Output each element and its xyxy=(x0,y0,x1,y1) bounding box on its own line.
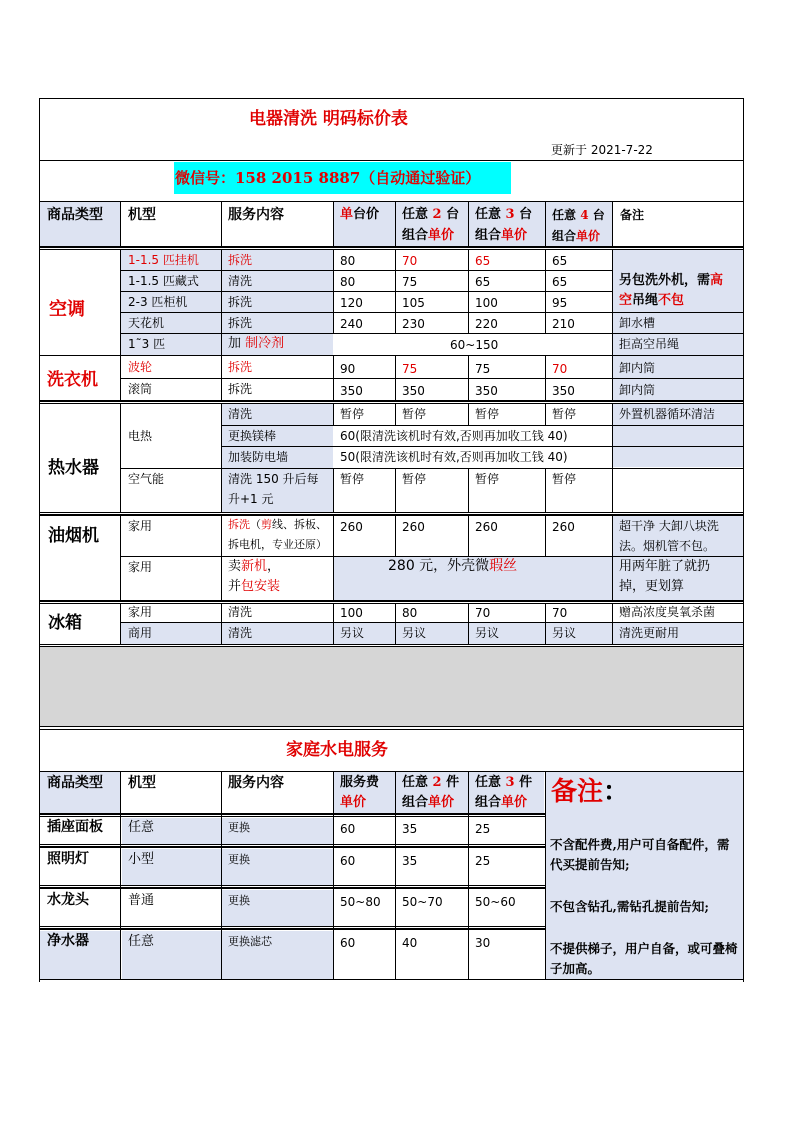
home-row2-p1: 60 xyxy=(340,854,356,868)
ac-row5-model: 1˜3 匹 xyxy=(128,337,166,351)
ac-row2-model: 1-1.5 匹藏式 xyxy=(128,274,199,288)
heater-row1-p2: 暂停 xyxy=(402,407,427,421)
ac-row1-service: 拆洗 xyxy=(228,253,253,267)
ac-row3-service: 拆洗 xyxy=(228,295,253,309)
washer-row1-p1: 90 xyxy=(340,362,356,376)
fridge-row2-service: 清洗 xyxy=(228,626,253,640)
home-header-type: 商品类型 xyxy=(47,775,103,791)
home-header-any3-combo: 组合单价 xyxy=(475,795,528,810)
heater-row2-service: 更换镁棒 xyxy=(228,429,277,443)
heater-model-elec: 电热 xyxy=(128,429,153,443)
home-header-any2: 任意 2 件 xyxy=(402,775,460,790)
fridge-row2-p4: 另议 xyxy=(552,626,577,640)
ac-row3-p2: 105 xyxy=(402,296,425,310)
fridge-row1-p4: 70 xyxy=(552,606,568,620)
ac-row2-p2: 75 xyxy=(402,275,418,289)
ac-row1-p4: 65 xyxy=(552,254,568,268)
ac-row3-p3: 100 xyxy=(475,296,498,310)
washer-row2-model: 滚筒 xyxy=(128,382,153,396)
ac-row4-p3: 220 xyxy=(475,317,498,331)
header-single-price: 单台价 xyxy=(340,207,380,222)
ac-row5-service: 加 制冷剂 xyxy=(228,336,285,351)
home-header-model: 机型 xyxy=(128,775,156,791)
washer-row1-p4: 70 xyxy=(552,362,568,376)
hood-row1-service-line1: 拆洗（剪线、拆板、 xyxy=(228,518,327,531)
hood-row2-model: 家用 xyxy=(128,560,153,574)
home-row3-model: 普通 xyxy=(128,893,155,908)
fridge-row1-note: 赠高浓度臭氧杀菌 xyxy=(619,605,716,619)
heater-row4-p1: 暂停 xyxy=(340,472,365,486)
updated-date: 更新于 2021-7-22 xyxy=(551,143,653,157)
heater-row1-p1: 暂停 xyxy=(340,407,365,421)
home-title: 家庭水电服务 xyxy=(286,740,388,760)
home-header-any3: 任意 3 件 xyxy=(475,775,533,790)
ac-row2-p1: 80 xyxy=(340,275,356,289)
ac-row4-p2: 230 xyxy=(402,317,425,331)
hood-row2-note-line2: 掉，更划算 xyxy=(619,579,685,594)
header-any3: 任意 3 台 xyxy=(475,207,533,222)
ac-row3-p4: 95 xyxy=(552,296,568,310)
washer-row2-p2: 350 xyxy=(402,384,425,398)
header-model: 机型 xyxy=(128,207,156,223)
heater-row4-service-line2: 升+1 元 xyxy=(228,492,274,506)
home-row4-model: 任意 xyxy=(128,934,155,949)
hood-row1-model: 家用 xyxy=(128,519,153,533)
washer-row2-p3: 350 xyxy=(475,384,498,398)
home-row3-service: 更换 xyxy=(228,894,250,907)
page-title: 电器清洗 明码标价表 xyxy=(249,109,408,129)
ac-row2-p4: 65 xyxy=(552,275,568,289)
fridge-row2-p2: 另议 xyxy=(402,626,427,640)
ac-row4-note: 卸水槽 xyxy=(619,316,656,330)
header-type: 商品类型 xyxy=(47,207,103,223)
home-row4-service: 更换滤芯 xyxy=(228,935,272,948)
ac-row2-p3: 65 xyxy=(475,275,491,289)
fridge-row2-p3: 另议 xyxy=(475,626,500,640)
fridge-row2-model: 商用 xyxy=(128,626,153,640)
heater-row1-note: 外置机器循环清洁 xyxy=(619,407,716,421)
header-any4: 任意 4 台 xyxy=(552,208,605,222)
heater-row3-price: 50(限清洗该机时有效,否则再加收工钱 40) xyxy=(340,450,568,464)
ac-row5-range: 60~150 xyxy=(450,338,499,352)
ac-note-line1: 另包洗外机，需高 xyxy=(619,273,724,288)
hood-row1-p2: 260 xyxy=(402,520,425,534)
fridge-row1-p1: 100 xyxy=(340,606,363,620)
washer-row1-service: 拆洗 xyxy=(228,360,253,374)
home-row2-model: 小型 xyxy=(128,852,155,867)
ac-row1-p3: 65 xyxy=(475,254,491,268)
header-any2-combo: 组合单价 xyxy=(402,228,455,243)
hood-row1-note-line1: 超干净 大卸八块洗 xyxy=(619,519,719,533)
home-row1-p3: 25 xyxy=(475,822,491,836)
heater-row4-p2: 暂停 xyxy=(402,472,427,486)
ac-note-line2: 空吊绳不包 xyxy=(619,293,685,308)
ac-row3-model: 2-3 匹柜机 xyxy=(128,295,188,309)
ac-row5-note: 拒高空吊绳 xyxy=(619,337,680,351)
home-row2-p2: 35 xyxy=(402,854,418,868)
category-hood: 油烟机 xyxy=(48,526,99,546)
home-header-service: 服务内容 xyxy=(228,775,284,791)
washer-row1-p2: 75 xyxy=(402,362,418,376)
heater-row3-service: 加装防电墙 xyxy=(228,450,289,464)
home-row1-model: 任意 xyxy=(128,820,155,835)
home-row1-type: 插座面板 xyxy=(47,819,103,835)
washer-row2-note: 卸内筒 xyxy=(619,383,656,397)
ac-row4-model: 天花机 xyxy=(128,316,165,330)
hood-row2-price: 280 元，外壳微瑕丝 xyxy=(388,558,518,574)
ac-row4-p1: 240 xyxy=(340,317,363,331)
home-row4-type: 净水器 xyxy=(47,933,89,949)
home-row1-p1: 60 xyxy=(340,822,356,836)
home-row3-p1: 50~80 xyxy=(340,895,381,909)
header-any3-combo: 组合单价 xyxy=(475,228,528,243)
home-row4-p2: 40 xyxy=(402,936,418,950)
washer-row2-service: 拆洗 xyxy=(228,382,253,396)
home-row1-p2: 35 xyxy=(402,822,418,836)
fridge-row2-note: 清洗更耐用 xyxy=(619,626,680,640)
fridge-row1-service: 清洗 xyxy=(228,605,253,619)
hood-row1-note-line2: 法。烟机管不包。 xyxy=(619,539,716,553)
ac-row3-p1: 120 xyxy=(340,296,363,310)
washer-row1-p3: 75 xyxy=(475,362,491,376)
home-row1-service: 更换 xyxy=(228,821,250,834)
fridge-row1-model: 家用 xyxy=(128,605,153,619)
ac-row2-service: 清洗 xyxy=(228,274,253,288)
home-note-3: 不提供梯子，用户自备，或可叠椅子加高。 xyxy=(550,941,738,976)
washer-row1-note: 卸内筒 xyxy=(619,361,656,375)
home-row2-type: 照明灯 xyxy=(47,851,89,867)
heater-row2-price: 60(限清洗该机时有效,否则再加收工钱 40) xyxy=(340,429,568,443)
home-row3-p2: 50~70 xyxy=(402,895,443,909)
category-heater: 热水器 xyxy=(48,458,99,478)
wechat-banner xyxy=(174,162,511,194)
home-header-any2-combo: 组合单价 xyxy=(402,795,455,810)
home-note-1: 不含配件费,用户可自备配件，需代买提前告知; xyxy=(550,837,730,872)
home-row3-type: 水龙头 xyxy=(47,892,89,908)
hood-row1-p3: 260 xyxy=(475,520,498,534)
heater-row4-service-line1: 清洗 150 升后每 xyxy=(228,472,319,486)
hood-row1-p1: 260 xyxy=(340,520,363,534)
ac-row4-p4: 210 xyxy=(552,317,575,331)
hood-row2-service-line1: 卖新机， xyxy=(228,559,281,574)
home-row3-p3: 50~60 xyxy=(475,895,516,909)
hood-row1-service-line2: 拆电机，专业还原） xyxy=(228,538,327,551)
washer-row1-model: 波轮 xyxy=(128,360,153,374)
fridge-row2-p1: 另议 xyxy=(340,626,365,640)
home-header-unit: 单价 xyxy=(340,795,367,810)
washer-row2-p4: 350 xyxy=(552,384,575,398)
header-note: 备注 xyxy=(620,208,645,222)
ac-row1-p1: 80 xyxy=(340,254,356,268)
header-any2: 任意 2 台 xyxy=(402,207,460,222)
hood-row2-note-line1: 用两年脏了就扔 xyxy=(619,559,711,574)
hood-row2-service-line2: 并包安装 xyxy=(228,579,281,594)
heater-row4-p3: 暂停 xyxy=(475,472,500,486)
heater-row1-p4: 暂停 xyxy=(552,407,577,421)
heater-row1-service: 清洗 xyxy=(228,407,253,421)
washer-row2-p1: 350 xyxy=(340,384,363,398)
header-service: 服务内容 xyxy=(228,207,284,223)
ac-row1-p2: 70 xyxy=(402,254,418,268)
home-note-2: 不包含钻孔,需钻孔提前告知; xyxy=(550,899,709,914)
header-any4-combo: 组合单价 xyxy=(552,229,601,243)
home-header-fee: 服务费 xyxy=(340,775,380,790)
fridge-row1-p2: 80 xyxy=(402,606,418,620)
ac-row4-service: 拆洗 xyxy=(228,316,253,330)
home-note-title: 备注： xyxy=(551,777,630,807)
heater-row4-p4: 暂停 xyxy=(552,472,577,486)
home-row4-p1: 60 xyxy=(340,936,356,950)
category-fridge: 冰箱 xyxy=(48,613,82,633)
gray-divider xyxy=(40,647,743,726)
heater-model-air: 空气能 xyxy=(128,472,165,486)
wechat-text: 微信号：158 2015 8887（自动通过验证） xyxy=(175,169,481,187)
category-washer: 洗衣机 xyxy=(47,370,98,390)
ac-row1-model: 1-1.5 匹挂机 xyxy=(128,253,199,267)
category-ac: 空调 xyxy=(49,299,85,320)
home-row2-service: 更换 xyxy=(228,853,250,866)
heater-row1-p3: 暂停 xyxy=(475,407,500,421)
home-row4-p3: 30 xyxy=(475,936,491,950)
fridge-row1-p3: 70 xyxy=(475,606,491,620)
home-row2-p3: 25 xyxy=(475,854,491,868)
hood-row1-p4: 260 xyxy=(552,520,575,534)
